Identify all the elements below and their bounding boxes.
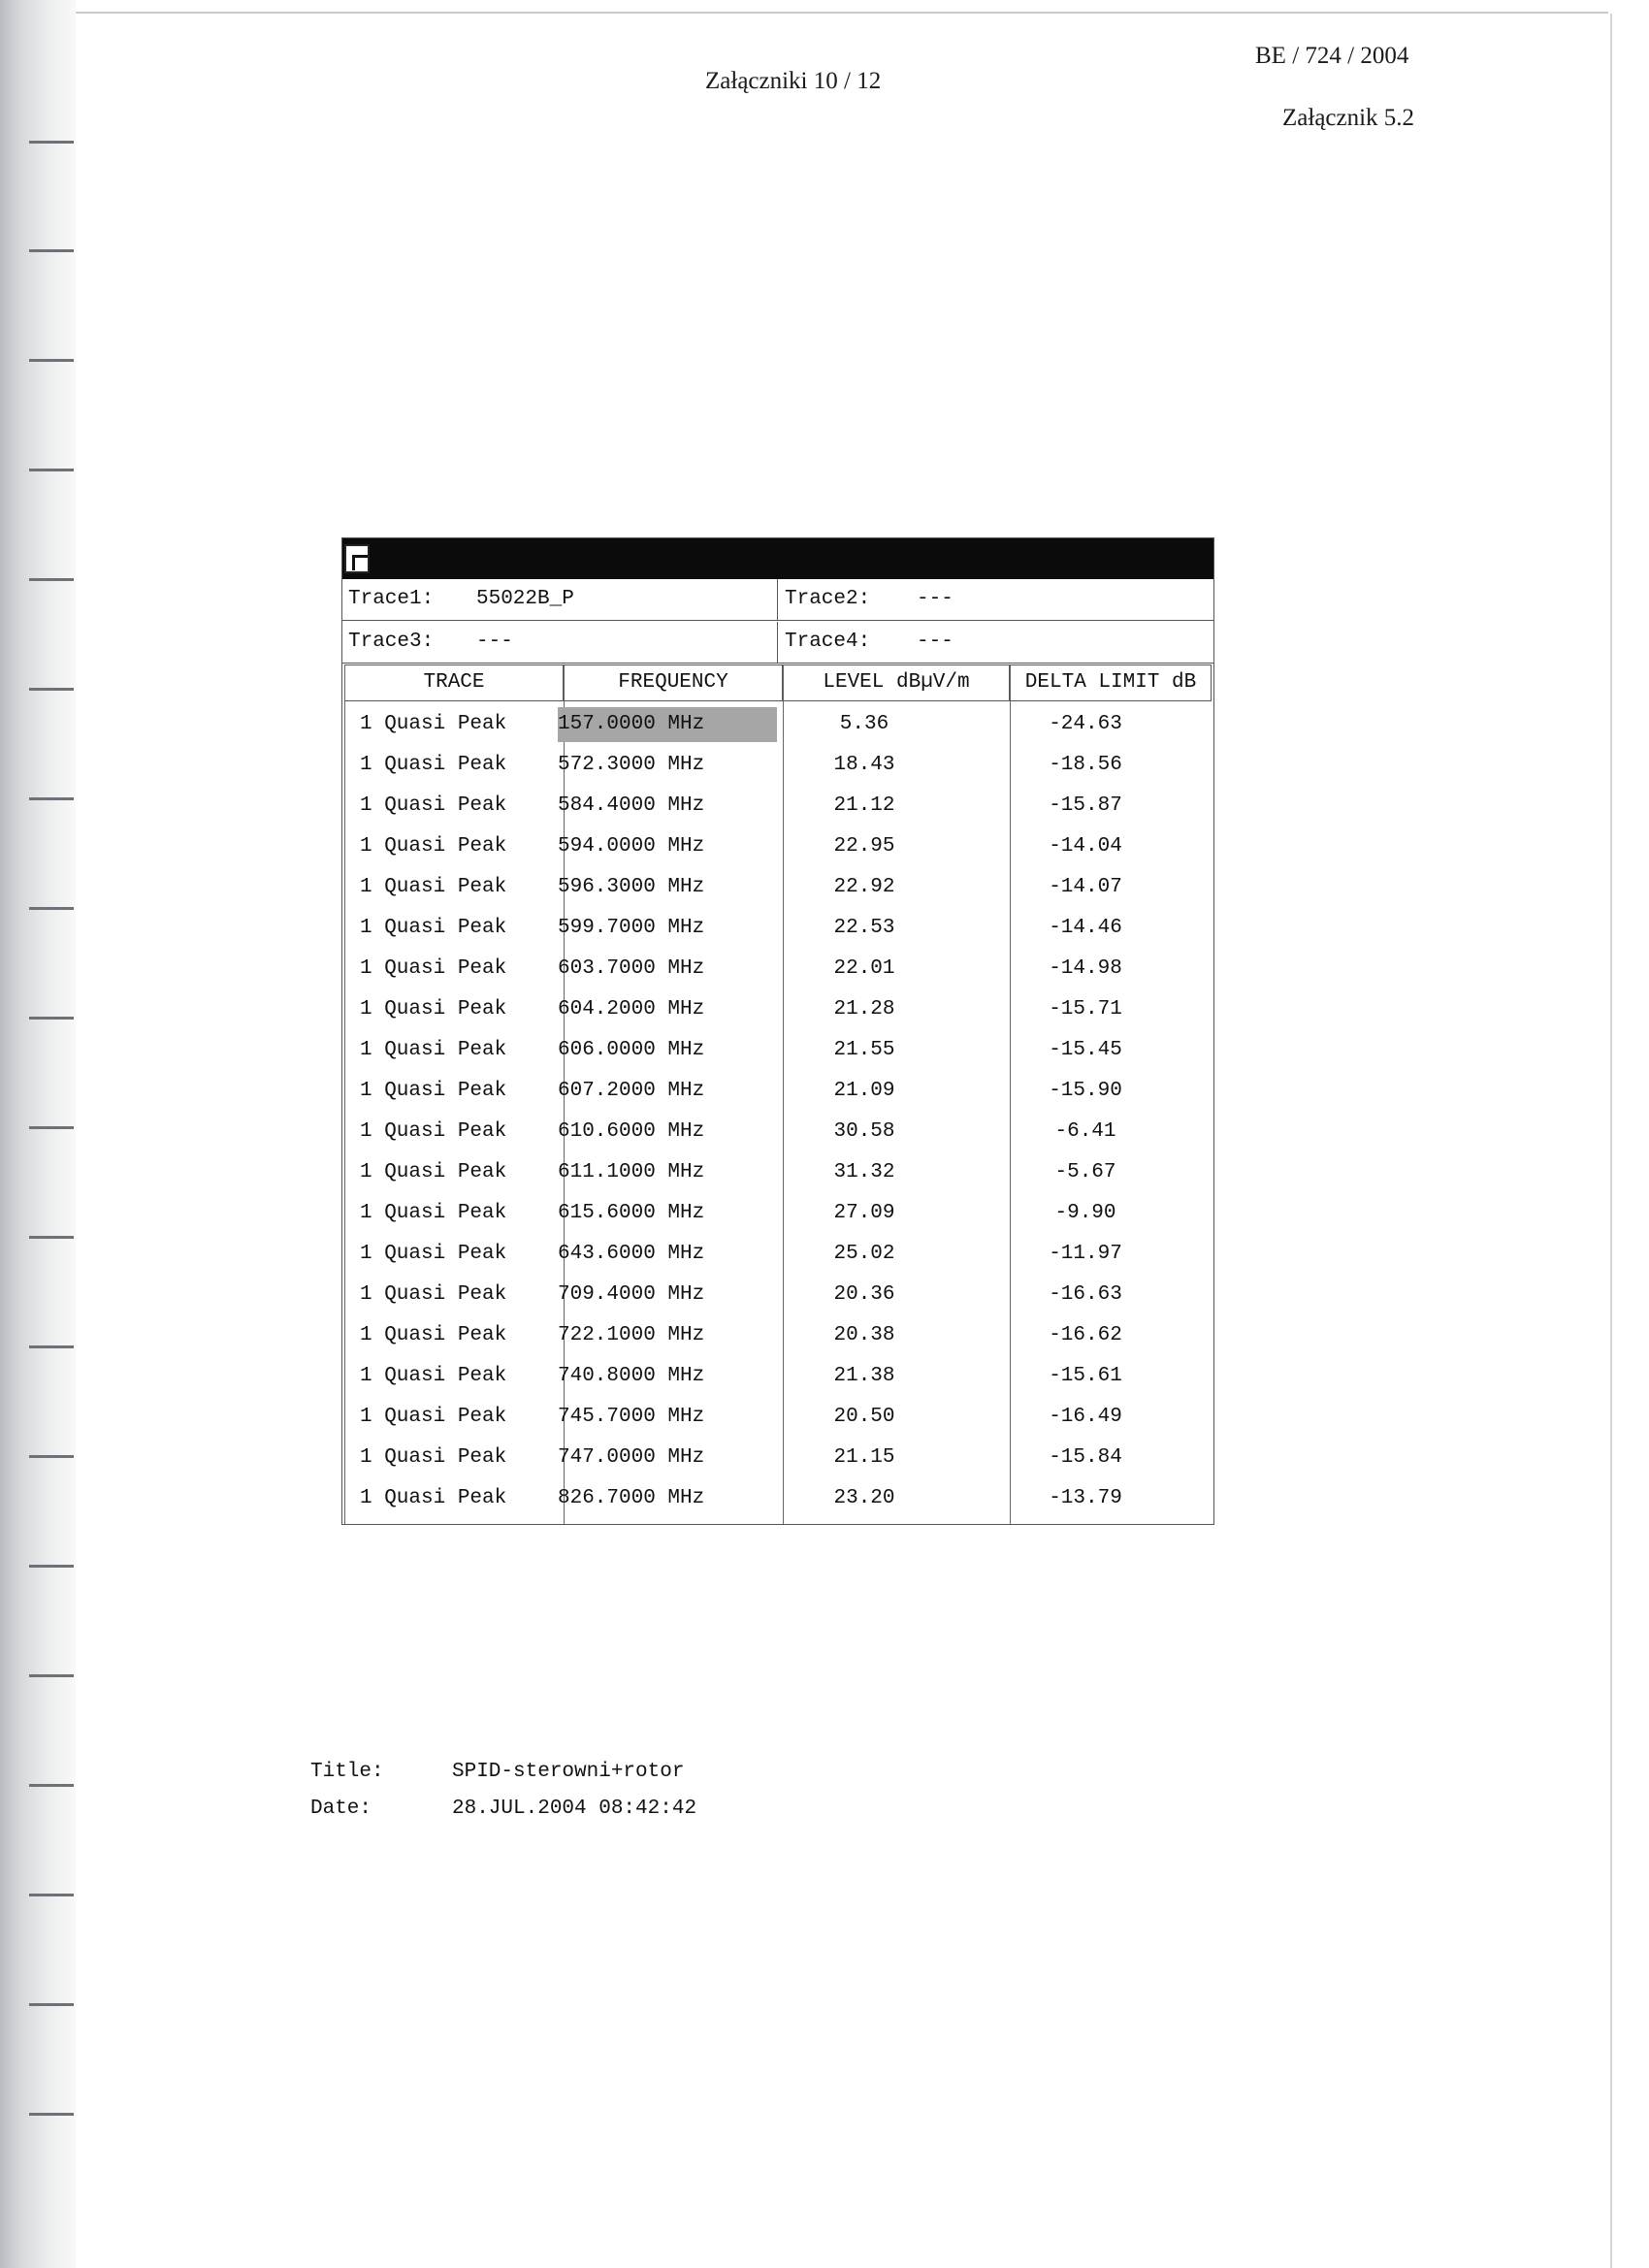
delta-limit-cell: -24.63 bbox=[1049, 713, 1122, 735]
level-cell: 30.58 bbox=[833, 1120, 895, 1143]
table-row bbox=[342, 1031, 1213, 1072]
trace-cell: 1 Quasi Peak bbox=[360, 998, 507, 1021]
level-cell: 22.01 bbox=[833, 957, 895, 980]
level-cell: 22.92 bbox=[833, 876, 895, 898]
delta-limit-cell: -15.45 bbox=[1049, 1039, 1122, 1061]
delta-limit-cell: -9.90 bbox=[1054, 1202, 1116, 1224]
level-cell: 21.28 bbox=[833, 998, 895, 1021]
delta-limit-cell: -15.87 bbox=[1049, 794, 1122, 817]
level-cell: 18.43 bbox=[833, 754, 895, 776]
date-label: Date: bbox=[310, 1798, 372, 1820]
table-row bbox=[342, 1072, 1213, 1113]
measurement-window bbox=[341, 537, 1214, 1525]
delta-limit-cell: -6.41 bbox=[1054, 1120, 1116, 1143]
table-row bbox=[342, 705, 1213, 746]
delta-limit-cell: -18.56 bbox=[1049, 754, 1122, 776]
table-row bbox=[342, 1235, 1213, 1276]
frequency-cell: 604.2000 MHz bbox=[558, 998, 705, 1021]
trace-cell: 1 Quasi Peak bbox=[360, 1202, 507, 1224]
binding-edge bbox=[0, 0, 76, 2268]
delta-limit-cell: -5.67 bbox=[1054, 1161, 1116, 1183]
page-edge-right bbox=[1610, 14, 1612, 2268]
results-table bbox=[342, 705, 1213, 1520]
level-cell: 31.32 bbox=[833, 1161, 895, 1183]
trace2-label: Trace2: bbox=[785, 588, 871, 610]
level-cell: 20.36 bbox=[833, 1283, 895, 1306]
trace-row-2 bbox=[342, 622, 1213, 664]
column-header-trace: TRACE bbox=[344, 664, 564, 701]
level-cell: 22.53 bbox=[833, 917, 895, 939]
window-titlebar bbox=[342, 538, 1213, 579]
frequency-cell: 594.0000 MHz bbox=[558, 835, 705, 858]
frequency-cell: 606.0000 MHz bbox=[558, 1039, 705, 1061]
frequency-cell: 596.3000 MHz bbox=[558, 876, 705, 898]
level-cell: 21.09 bbox=[833, 1080, 895, 1102]
frequency-cell: 610.6000 MHz bbox=[558, 1120, 705, 1143]
frequency-cell: 709.4000 MHz bbox=[558, 1283, 705, 1306]
column-header-delta-limit: DELTA LIMIT dB bbox=[1010, 664, 1212, 701]
title-value: SPID-sterowni+rotor bbox=[452, 1761, 685, 1783]
column-header-frequency: FREQUENCY bbox=[564, 664, 783, 701]
trace3-value: --- bbox=[476, 631, 513, 653]
delta-limit-cell: -15.71 bbox=[1049, 998, 1122, 1021]
table-row bbox=[342, 1194, 1213, 1235]
delta-limit-cell: -13.79 bbox=[1049, 1487, 1122, 1509]
trace-cell: 1 Quasi Peak bbox=[360, 1243, 507, 1265]
delta-limit-cell: -15.90 bbox=[1049, 1080, 1122, 1102]
trace-cell: 1 Quasi Peak bbox=[360, 1283, 507, 1306]
table-row bbox=[342, 1316, 1213, 1357]
trace-cell: 1 Quasi Peak bbox=[360, 1039, 507, 1061]
table-row bbox=[342, 746, 1213, 787]
level-cell: 25.02 bbox=[833, 1243, 895, 1265]
frequency-cell: 615.6000 MHz bbox=[558, 1202, 705, 1224]
trace-cell: 1 Quasi Peak bbox=[360, 876, 507, 898]
title-label: Title: bbox=[310, 1761, 384, 1783]
trace1-label: Trace1: bbox=[348, 588, 435, 610]
level-cell: 21.15 bbox=[833, 1446, 895, 1469]
window-menu-icon[interactable] bbox=[344, 544, 370, 573]
frequency-cell: 745.7000 MHz bbox=[558, 1406, 705, 1428]
table-row bbox=[342, 1113, 1213, 1153]
document-reference: BE / 724 / 2004 bbox=[1255, 43, 1409, 69]
column-header-level: LEVEL dBµV/m bbox=[783, 664, 1010, 701]
frequency-cell: 722.1000 MHz bbox=[558, 1324, 705, 1346]
delta-limit-cell: -16.49 bbox=[1049, 1406, 1122, 1428]
frequency-cell: 599.7000 MHz bbox=[558, 917, 705, 939]
delta-limit-cell: -16.62 bbox=[1049, 1324, 1122, 1346]
level-cell: 20.38 bbox=[833, 1324, 895, 1346]
frequency-cell: 584.4000 MHz bbox=[558, 794, 705, 817]
frequency-cell: 572.3000 MHz bbox=[558, 754, 705, 776]
level-cell: 23.20 bbox=[833, 1487, 895, 1509]
frequency-cell: 611.1000 MHz bbox=[558, 1161, 705, 1183]
table-row bbox=[342, 868, 1213, 909]
level-cell: 5.36 bbox=[839, 713, 889, 735]
trace-cell: 1 Quasi Peak bbox=[360, 1120, 507, 1143]
frequency-cell: 603.7000 MHz bbox=[558, 957, 705, 980]
annex-number: Załącznik 5.2 bbox=[1282, 105, 1415, 131]
page-edge-top bbox=[76, 12, 1608, 14]
attachment-page-number: Załączniki 10 / 12 bbox=[705, 68, 882, 94]
trace-cell: 1 Quasi Peak bbox=[360, 794, 507, 817]
frequency-cell: 643.6000 MHz bbox=[558, 1243, 705, 1265]
trace3-label: Trace3: bbox=[348, 631, 435, 653]
trace4-label: Trace4: bbox=[785, 631, 871, 653]
date-value: 28.JUL.2004 08:42:42 bbox=[452, 1798, 697, 1820]
frequency-cell: 826.7000 MHz bbox=[558, 1487, 705, 1509]
trace-cell: 1 Quasi Peak bbox=[360, 754, 507, 776]
level-cell: 21.12 bbox=[833, 794, 895, 817]
trace-cell: 1 Quasi Peak bbox=[360, 1080, 507, 1102]
trace-cell: 1 Quasi Peak bbox=[360, 835, 507, 858]
frequency-cell: 740.8000 MHz bbox=[558, 1365, 705, 1387]
trace-row-1 bbox=[342, 579, 1213, 621]
table-row bbox=[342, 1439, 1213, 1479]
frequency-cell: 747.0000 MHz bbox=[558, 1446, 705, 1469]
table-row bbox=[342, 909, 1213, 950]
delta-limit-cell: -15.61 bbox=[1049, 1365, 1122, 1387]
table-row bbox=[342, 1398, 1213, 1439]
trace4-value: --- bbox=[917, 631, 954, 653]
trace-cell: 1 Quasi Peak bbox=[360, 1406, 507, 1428]
trace-cell: 1 Quasi Peak bbox=[360, 1446, 507, 1469]
table-row bbox=[342, 827, 1213, 868]
delta-limit-cell: -14.98 bbox=[1049, 957, 1122, 980]
table-row bbox=[342, 1479, 1213, 1520]
delta-limit-cell: -14.07 bbox=[1049, 876, 1122, 898]
trace-cell: 1 Quasi Peak bbox=[360, 1161, 507, 1183]
trace-cell: 1 Quasi Peak bbox=[360, 957, 507, 980]
table-row bbox=[342, 1357, 1213, 1398]
trace-cell: 1 Quasi Peak bbox=[360, 1324, 507, 1346]
trace-cell: 1 Quasi Peak bbox=[360, 1365, 507, 1387]
frequency-cell: 607.2000 MHz bbox=[558, 1080, 705, 1102]
table-row bbox=[342, 990, 1213, 1031]
delta-limit-cell: -11.97 bbox=[1049, 1243, 1122, 1265]
delta-limit-cell: -14.46 bbox=[1049, 917, 1122, 939]
level-cell: 21.38 bbox=[833, 1365, 895, 1387]
trace2-value: --- bbox=[917, 588, 954, 610]
table-row bbox=[342, 1276, 1213, 1316]
table-row bbox=[342, 1153, 1213, 1194]
trace1-value: 55022B_P bbox=[476, 588, 574, 610]
table-row bbox=[342, 950, 1213, 990]
trace-cell: 1 Quasi Peak bbox=[360, 1487, 507, 1509]
trace-cell: 1 Quasi Peak bbox=[360, 917, 507, 939]
table-row bbox=[342, 787, 1213, 827]
level-cell: 21.55 bbox=[833, 1039, 895, 1061]
delta-limit-cell: -14.04 bbox=[1049, 835, 1122, 858]
level-cell: 20.50 bbox=[833, 1406, 895, 1428]
delta-limit-cell: -15.84 bbox=[1049, 1446, 1122, 1469]
delta-limit-cell: -16.63 bbox=[1049, 1283, 1122, 1306]
trace-cell: 1 Quasi Peak bbox=[360, 713, 507, 735]
level-cell: 22.95 bbox=[833, 835, 895, 858]
level-cell: 27.09 bbox=[833, 1202, 895, 1224]
frequency-cell: 157.0000 MHz bbox=[558, 713, 705, 735]
